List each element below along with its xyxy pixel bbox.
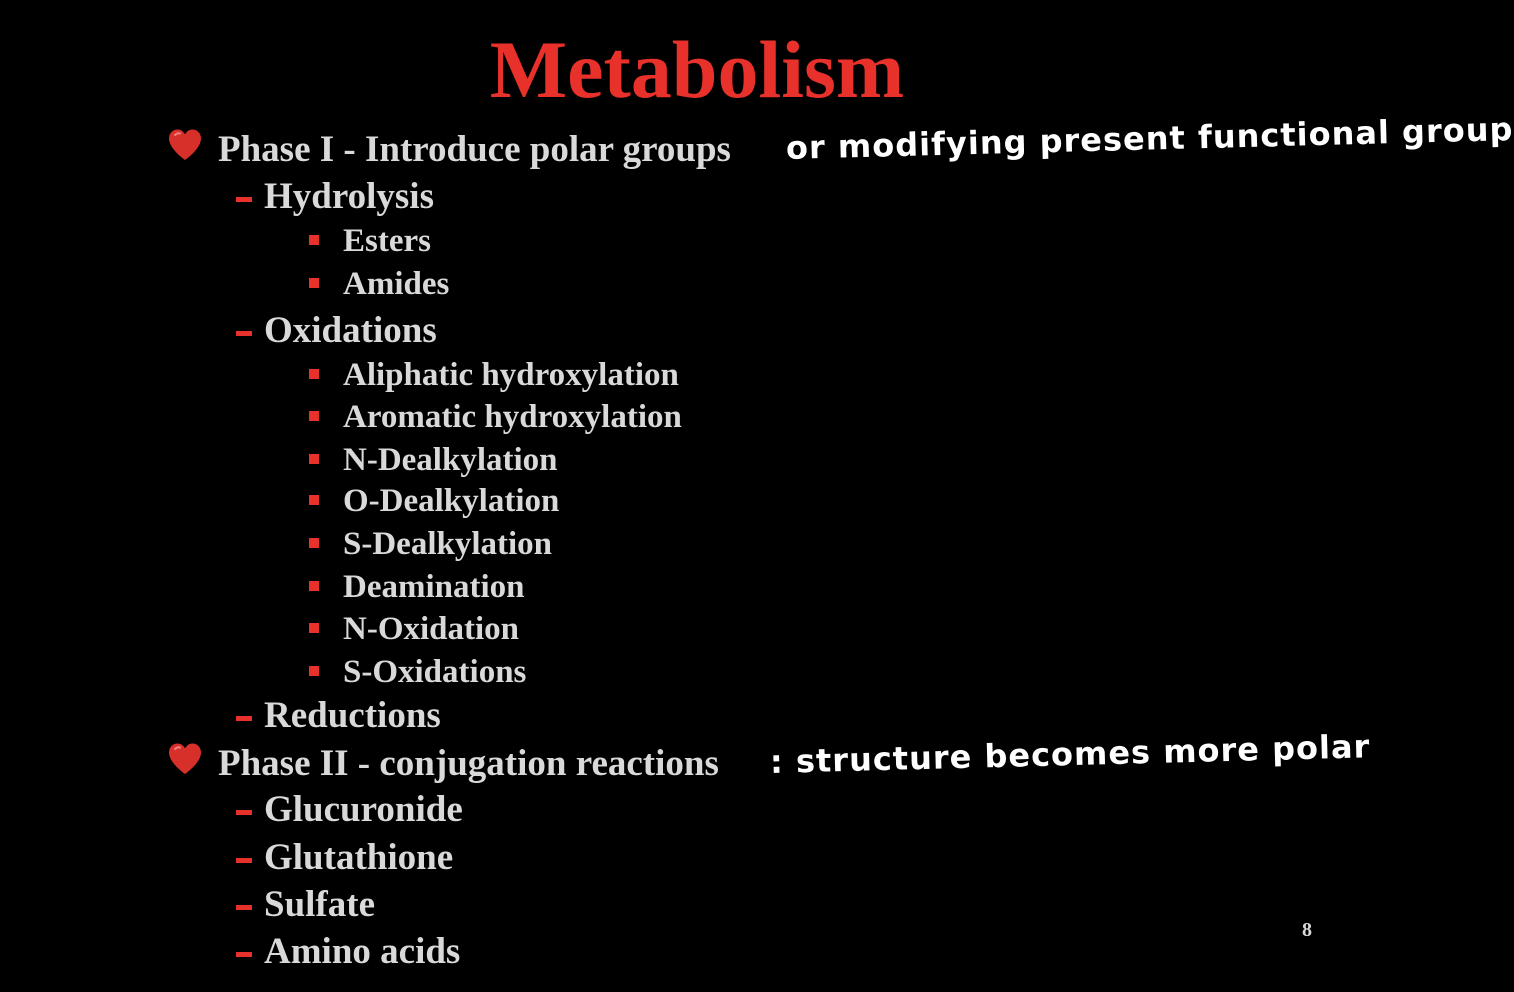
square-bullet-icon — [309, 495, 319, 505]
phase2-heading: Phase II - conjugation reactions — [218, 743, 719, 784]
list-item: Aromatic hydroxylation — [343, 399, 682, 435]
list-item: Glutathione — [264, 837, 454, 878]
dash-bullet-icon — [236, 197, 252, 202]
page-number: 8 — [1302, 919, 1312, 941]
phase2-annotation: : structure becomes more polar — [769, 727, 1371, 781]
list-item: O-Dealkylation — [343, 483, 560, 519]
list-item: N-Dealkylation — [343, 442, 558, 478]
dash-bullet-icon — [236, 952, 252, 957]
list-item: N-Oxidation — [343, 611, 520, 647]
list-item: Aliphatic hydroxylation — [343, 357, 679, 393]
list-item: S-Dealkylation — [343, 526, 553, 562]
dash-bullet-icon — [236, 331, 252, 336]
heart-icon — [166, 740, 204, 778]
square-bullet-icon — [309, 278, 319, 288]
square-bullet-icon — [309, 411, 319, 421]
heart-icon — [166, 126, 204, 164]
oxidations-label: Oxidations — [264, 310, 437, 351]
dash-bullet-icon — [236, 905, 252, 910]
list-item: Amides — [343, 266, 450, 302]
list-item: Deamination — [343, 569, 525, 605]
list-item: Glucuronide — [264, 789, 463, 830]
dash-bullet-icon — [236, 858, 252, 863]
list-item: Amino acids — [264, 931, 461, 972]
list-item: Esters — [343, 223, 431, 259]
list-item: Sulfate — [264, 884, 375, 925]
hydrolysis-label: Hydrolysis — [264, 176, 434, 217]
dash-bullet-icon — [236, 716, 252, 721]
slide-title: Metabolism — [489, 24, 905, 115]
reductions-label: Reductions — [264, 695, 441, 736]
square-bullet-icon — [309, 235, 319, 245]
phase1-heading: Phase I - Introduce polar groups — [218, 129, 731, 170]
square-bullet-icon — [309, 666, 319, 676]
square-bullet-icon — [309, 369, 319, 379]
square-bullet-icon — [309, 581, 319, 591]
list-item: S-Oxidations — [343, 654, 527, 690]
square-bullet-icon — [309, 623, 319, 633]
square-bullet-icon — [309, 538, 319, 548]
phase1-annotation: or modifying present functional group — [785, 109, 1514, 167]
dash-bullet-icon — [236, 810, 252, 815]
square-bullet-icon — [309, 454, 319, 464]
